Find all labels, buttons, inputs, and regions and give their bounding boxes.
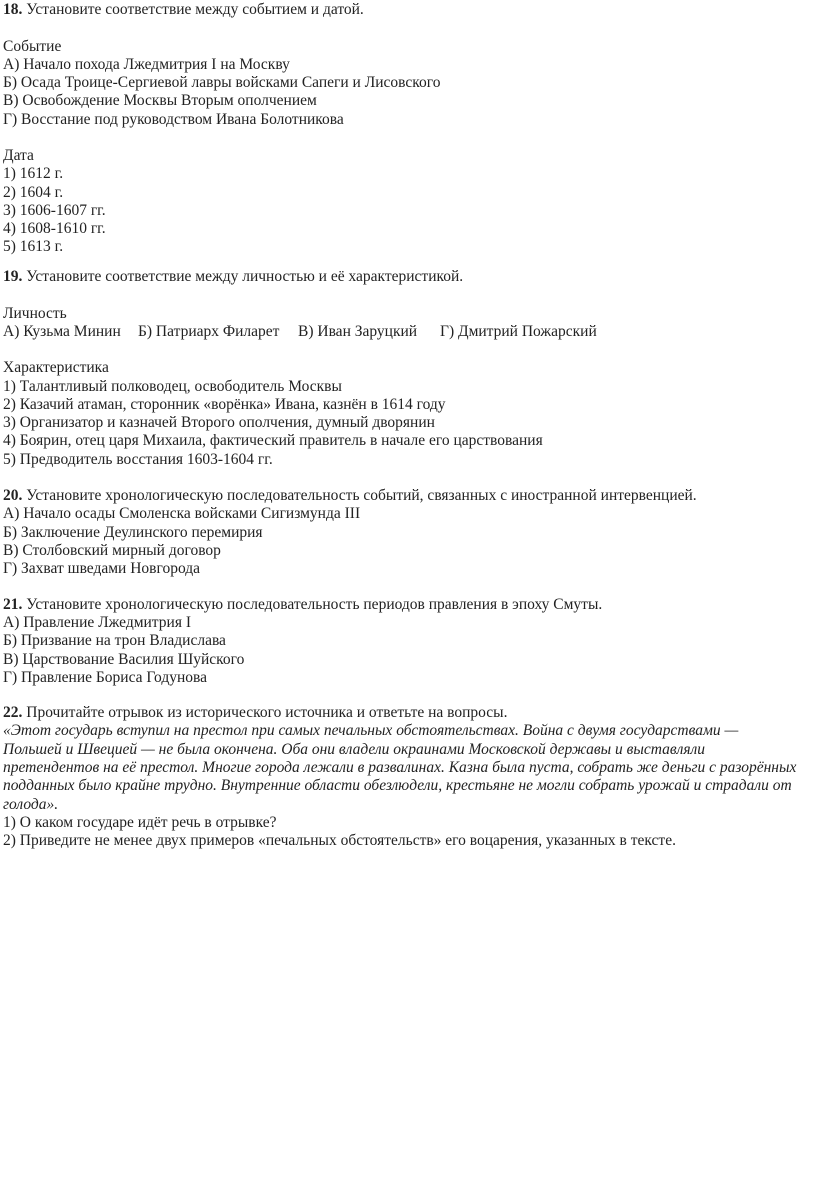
q19-person-d: Г) Дмитрий Пожарский: [440, 323, 597, 340]
q19-trait-5: 5) Предводитель восстания 1603-1604 гг.: [3, 451, 273, 468]
q18-event-b: Б) Осада Троице-Сергиевой лавры войсками Сапеги и Лисовского: [3, 74, 441, 91]
q22-question-2: 2) Приведите не менее двух примеров «печальных обстоятельств» его воцарения, указанных в тексте.: [3, 832, 676, 849]
q19-traits-header: Характеристика: [3, 359, 109, 376]
q18-date-4: 4) 1608-1610 гг.: [3, 220, 106, 237]
q22-quote-line-3: претендентов на её престол. Многие города лежали в развалинах. Казна была пуста, собрать же деньги с разорённых: [3, 759, 797, 776]
q19-persons-header: Личность: [3, 305, 67, 322]
q18-event-c: В) Освобождение Москвы Вторым ополчением: [3, 92, 317, 109]
q18-dates-header: Дата: [3, 147, 34, 164]
q20-item-b: Б) Заключение Деулинского перемирия: [3, 524, 263, 541]
q22-quote-line-1: «Этот государь вступил на престол при самых печальных обстоятельствах. Война с двумя государствами —: [3, 722, 739, 739]
q22-number: 22.: [3, 704, 23, 721]
q19-person-c: В) Иван Заруцкий: [298, 323, 418, 340]
q22-quote-line-5: голода».: [3, 796, 59, 813]
q19-text: Установите соответствие между личностью и её характеристикой.: [26, 268, 464, 285]
q18-heading: [3, 1, 364, 20]
q21-number: 21.: [3, 596, 23, 613]
q18-events-header: Событие: [3, 38, 62, 55]
q21-text: Установите хронологическую последовательность периодов правления в эпоху Смуты.: [26, 596, 603, 613]
q22-text: Прочитайте отрывок из исторического источника и ответьте на вопросы.: [26, 704, 508, 721]
q20-item-c: В) Столбовский мирный договор: [3, 542, 221, 559]
q19-heading: [3, 268, 463, 287]
q18-date-1: 1) 1612 г.: [3, 165, 64, 182]
q21-item-b: Б) Призвание на трон Владислава: [3, 632, 226, 649]
q18-date-3: 3) 1606-1607 гг.: [3, 202, 106, 219]
q20-text: Установите хронологическую последовательность событий, связанных с иностранной интервенцией.: [26, 487, 697, 504]
q19-trait-2: 2) Казачий атаман, сторонник «ворёнка» Ивана, казнён в 1614 году: [3, 396, 446, 413]
q19-person-b: Б) Патриарх Филарет: [138, 323, 280, 340]
q19-number: 19.: [3, 268, 23, 285]
q18-date-2: 2) 1604 г.: [3, 184, 64, 201]
q20-item-d: Г) Захват шведами Новгорода: [3, 560, 201, 577]
q22-quote-line-4: подданных было крайне трудно. Внутренние области обезлюдели, крестьяне не могли собрать урожай и страдали от: [3, 777, 792, 794]
q18-event-d: Г) Восстание под руководством Ивана Болотникова: [3, 111, 344, 128]
q21-item-d: Г) Правление Бориса Годунова: [3, 669, 207, 686]
q20-heading: [3, 487, 697, 506]
q19-trait-1: 1) Талантливый полководец, освободитель Москвы: [3, 378, 342, 395]
q19-trait-4: 4) Боярин, отец царя Михаила, фактический правитель в начале его царствования: [3, 432, 543, 449]
q21-item-a: А) Правление Лжедмитрия I: [3, 614, 191, 631]
q19-trait-3: 3) Организатор и казначей Второго ополчения, думный дворянин: [3, 414, 435, 431]
q21-item-c: В) Царствование Василия Шуйского: [3, 651, 245, 668]
q22-quote-line-2: Польшей и Швецией — не была окончена. Оба они владели окраинами Московской державы и выставляли: [3, 741, 706, 758]
q18-event-a: А) Начало похода Лжедмитрия I на Москву: [3, 56, 290, 73]
q19-person-a: А) Кузьма Минин: [3, 323, 121, 340]
q21-heading: [3, 596, 602, 615]
q18-number: 18.: [3, 1, 23, 18]
q18-date-5: 5) 1613 г.: [3, 238, 64, 255]
q20-item-a: А) Начало осады Смоленска войсками Сигизмунда III: [3, 505, 361, 522]
q18-text: Установите соответствие между событием и датой.: [26, 1, 364, 18]
q22-heading: [3, 704, 507, 723]
q22-question-1: 1) О каком государе идёт речь в отрывке?: [3, 814, 277, 831]
q20-number: 20.: [3, 487, 23, 504]
